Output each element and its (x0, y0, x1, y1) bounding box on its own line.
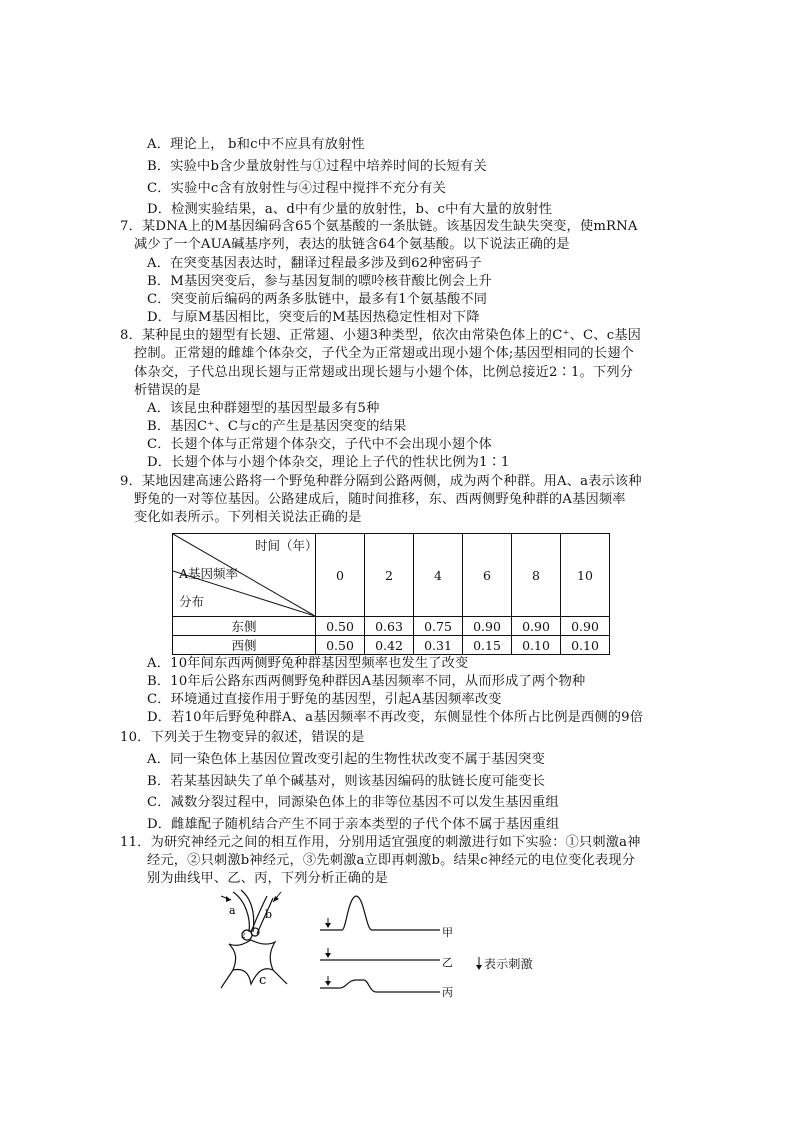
q8-stem-line3: 体杂交，子代总出现长翅与正常翅或出现长翅与小翅个体，比例总接近2∶1。下列分 (134, 365, 634, 380)
q7-option-c: C．突变前后编码的两条多肽链中，最多有1个氨基酸不同 (147, 292, 488, 307)
curve-jia (320, 896, 440, 930)
q9-option-b: B．10年后公路东西两侧野兔种群因A基因频率不同，从而形成了两个物种 (147, 674, 586, 689)
year-header: 10 (561, 534, 610, 617)
year-header: 6 (463, 534, 512, 617)
q9-stem-line1: 9．某地因建高速公路将一个野兔种群分隔到公路两侧，成为两个种群。用A、a表示该种 (120, 474, 642, 489)
table-cell: 0.90 (561, 617, 610, 636)
q9-option-a: A．10年间东西两侧野兔种群基因型频率也发生了改变 (147, 656, 469, 671)
q8-option-b: B．基因C⁺、C与c的产生是基因突变的结果 (147, 419, 407, 434)
table-row-east (173, 617, 610, 636)
year-header: 8 (512, 534, 561, 617)
q10-option-a: A．同一染色体上基因位置改变引起的生物性状改变不属于基因突变 (147, 752, 545, 767)
q6-option-a: A．理论上， b和c中不应具有放射性 (147, 137, 365, 152)
header-time-label: 时间（年） (255, 538, 318, 553)
label-2: 2 (241, 932, 246, 940)
curve-label-jia: 甲 (442, 926, 453, 939)
header-dist-label: 分布 (179, 594, 205, 609)
header-freq-label: A基因频率 (179, 566, 239, 581)
table-cell: 0.42 (365, 636, 414, 655)
q9-stem-line2: 野兔的一对等位基因。公路建成后，随时间推移，东、西两侧野兔种群的A基因频率 (134, 492, 626, 507)
q8-stem-line2: 控制。正常翅的雌雄个体杂交，子代全为正常翅或出现小翅个体;基因型相同的长翅个 (134, 346, 634, 361)
q7-stem-line2: 减少了一个AUA碱基序列，表达的肽链含64个氨基酸。以下说法正确的是 (134, 237, 570, 252)
table-cell: 0.15 (463, 636, 512, 655)
q6-option-c: C．实验中c含有放射性与④过程中搅拌不充分有关 (147, 181, 447, 196)
table-cell: 0.31 (414, 636, 463, 655)
year-header: 2 (365, 534, 414, 617)
q6-option-b: B．实验中b含少量放射性与①过程中培养时间的长短有关 (147, 159, 487, 174)
table-cell: 0.50 (316, 636, 365, 655)
curve-label-yi: 乙 (442, 956, 453, 969)
q11-stem-line3: 别为曲线甲、乙、丙，下列分析正确的是 (147, 871, 388, 886)
potential-curves (312, 890, 462, 1000)
year-header: 4 (414, 534, 463, 617)
curve-bing (320, 980, 440, 992)
q6-option-d: D．检测实验结果，a、d中有少量的放射性，b、c中有大量的放射性 (147, 202, 553, 217)
q10-stem: 10．下列关于生物变异的叙述，错误的是 (120, 730, 365, 745)
q8-option-c: C．长翅个体与正常翅个体杂交，子代中不会出现小翅个体 (147, 437, 492, 452)
table-header-cell (173, 534, 316, 617)
q11-stem-line2: 经元，②只刺激b神经元，③先刺激a立即再刺激b。结果c神经元的电位变化表现分 (147, 853, 636, 868)
q8-option-d: D．长翅个体与小翅个体杂交，理论上子代的性状比例为1∶1 (147, 455, 510, 470)
q9-option-d: D．若10年后野兔种群A、a基因频率不再改变，东侧显性个体所占比例是西侧的9倍 (147, 710, 644, 725)
table-cell: 0.90 (463, 617, 512, 636)
q7-option-b: B．M基因突变后，参与基因复制的嘌呤核苷酸比例会上升 (147, 274, 492, 289)
q7-option-a: A．在突变基因表达时，翻译过程最多涉及到62种密码子 (147, 256, 482, 271)
table-cell: 0.50 (316, 617, 365, 636)
q11-stem-line1: 11．为研究神经元之间的相互作用，分别用适宜强度的刺激进行如下实验：①只刺激a神 (120, 835, 641, 850)
allele-frequency-table (172, 533, 610, 655)
q10-option-b: B．若某基因缺失了单个碱基对，则该基因编码的肽链长度可能变长 (147, 774, 546, 789)
table-cell: 0.10 (512, 636, 561, 655)
label-b: b (265, 908, 273, 921)
q7-stem-line1: 7．某DNA上的M基因编码含65个氨基酸的一条肽链。该基因发生缺失突变，使mRNA (120, 219, 638, 234)
q8-option-a: A．该昆虫种群翅型的基因型最多有5种 (147, 401, 380, 416)
table-cell: 0.10 (561, 636, 610, 655)
label-c: c (259, 973, 267, 988)
curve-label-bing: 丙 (442, 986, 453, 999)
q9-option-c: C．环境通过直接作用于野兔的基因型，引起A基因频率改变 (147, 692, 502, 707)
neuron-diagram (215, 888, 295, 998)
q9-stem-line3: 变化如表所示。下列相关说法正确的是 (134, 510, 362, 525)
q10-option-c: C．减数分裂过程中，同源染色体上的非等位基因不可以发生基因重组 (147, 795, 559, 810)
table-cell: 0.90 (512, 617, 561, 636)
table-row-west (173, 636, 610, 655)
row-label: 西侧 (173, 636, 316, 655)
q7-option-d: D．与原M基因相比，突变后的M基因热稳定性相对下降 (147, 310, 480, 325)
q8-stem-line1: 8．某种昆虫的翅型有长翅、正常翅、小翅3种类型，依次由常染色体上的C⁺、C、c基因 (120, 328, 642, 343)
year-header: 0 (316, 534, 365, 617)
row-label: 东侧 (173, 617, 316, 636)
table-cell: 0.63 (365, 617, 414, 636)
legend-text: 表示刺激 (484, 957, 533, 971)
table-cell: 0.75 (414, 617, 463, 636)
q8-stem-line4: 析错误的是 (134, 383, 201, 398)
q10-option-d: D．雌雄配子随机结合产生不同于亲本类型的子代个体不属于基因重组 (147, 817, 560, 832)
stimulus-arrow-icon (474, 956, 484, 972)
label-a: a (229, 904, 236, 917)
